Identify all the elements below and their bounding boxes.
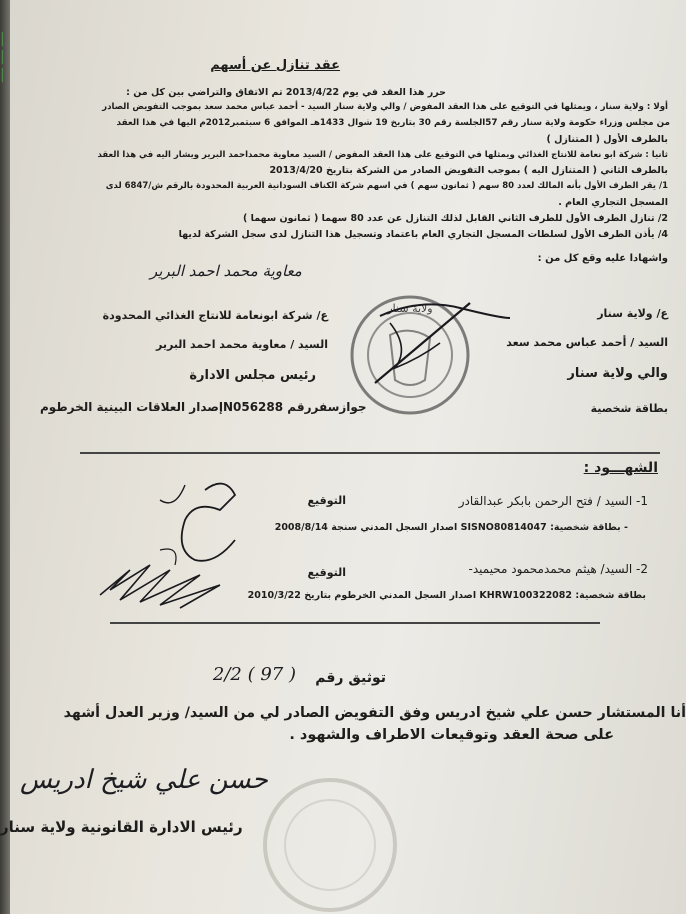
divider-bottom xyxy=(110,622,600,624)
witness-1-sign-label: التوقيع xyxy=(307,494,346,507)
governor-signature xyxy=(360,288,520,398)
witness-2-sign-label: التوقيع xyxy=(307,566,346,579)
party-one-line1: أولا : ولاية سنار ، ويمثلها في التوقيع على هذا العقد المفوض / والي ولاية سنار السيد - أحمد عباس محمد سعد بموجب التفويض الصادر xyxy=(102,102,668,112)
party-two-line1: ثانيا : شركة ابو نعامة للانتاج الغذائي ويمثلها في التوقيع على هذا العقد المفوض / السيد معاوية محمداحمد البرير ويشار اليه في هذا العقد xyxy=(97,150,668,160)
left-signatory-for: ع/ شركة ابونعامة للانتاج الغذائي المحدودة xyxy=(102,309,328,322)
intro-line: حرر هذا العقد في يوم 2013/4/22 تم الاتفاق والتراضي بين كل من : xyxy=(126,87,446,98)
witness-1-name: 1- السيد / فتح الرحمن بابكر عبدالقادر xyxy=(458,494,648,508)
green-tab-mark: | | | xyxy=(0,31,5,83)
party-two-line2: بالطرف الثاني ( المتنازل اليه ) بموجب التفويض الصادر من الشركة بتاريخ 2013/4/20 xyxy=(269,165,668,176)
clause-3: 4/ يأذن الطرف الأول لسلطات المسجل التجاري العام باعتماد وتسجيل هذا التنازل لدى سجل الشركة لديها xyxy=(178,229,668,240)
witness-1-id: - بطاقة شخصية: SISNO80814047 اصدار السجل المدني سنجة 2008/8/14 xyxy=(274,522,628,533)
right-signatory-for: ع/ ولاية سنار xyxy=(597,307,668,320)
attestor-handwritten-signature: حسن علي شيخ ادريس xyxy=(20,765,268,795)
attestor-title: رئيس الادارة القانونية ولاية سنار xyxy=(0,818,243,836)
right-signatory-name: السيد / أحمد عباس محمد سعد xyxy=(506,336,668,349)
attestation-number-value: ( 97 ) 2/2 xyxy=(212,664,296,685)
passport-label: جوازسفررقم xyxy=(287,400,367,414)
attestation-line2: على صحة العقد وتوقيعات الاطراف والشهود . xyxy=(289,727,614,743)
witnesses-heading: الشهـــود : xyxy=(583,460,658,476)
attestation-line1: أنا المستشار حسن علي شيخ ادريس وفق التفويض الصادر لي من السيد/ وزير العدل أشهد xyxy=(63,705,686,721)
witness-2-signature xyxy=(90,540,240,620)
witness-intro: واشهادا عليه وقع كل من : xyxy=(537,253,668,264)
party-one-line3: بالطرف الأول ( المتنازل ) xyxy=(546,134,668,145)
handwritten-name: معاوية محمد احمد البرير xyxy=(150,262,302,280)
left-signatory-title: رئيس مجلس الادارة xyxy=(189,368,316,383)
passport-line xyxy=(40,400,367,414)
passport-issue: إصدار العلاقات البينية الخرطوم xyxy=(40,400,223,414)
divider-top xyxy=(80,452,660,454)
page-edge-shadow xyxy=(0,0,10,914)
stamp-text: ولاية سنار xyxy=(387,302,433,315)
clause-1-line1: 1/ يقر الطرف الأول بأنه المالك لعدد 80 سهم ( ثمانون سهم ) في اسهم شركة الكناف السودانية العربية المحدودة بالرقم ش/6847 لدى xyxy=(105,181,668,191)
passport-number: N056288 xyxy=(222,400,284,414)
faint-stamp xyxy=(255,770,405,914)
witness-2-name: 2- السيد/ هيثم محمدمحمود محيميد- xyxy=(468,562,648,576)
clause-2: 2/ تنازل الطرف الأول للطرف الثاني القابل لذلك التنازل عن عدد 80 سهما ( ثمانون سهما ) xyxy=(243,213,668,224)
party-one-line2: من مجلس وزراء حكومة ولاية سنار رقم 57الجلسة رقم 30 بتاريخ 19 شوال 1433هـ الموافق 6 سبتمبر2012م اليها في هذا العقد xyxy=(116,118,670,128)
right-signatory-id: بطاقة شخصية xyxy=(590,402,668,415)
clause-1-line2: المسجل التجاري العام . xyxy=(558,197,668,208)
document-title: عقد تنازل عن أسهم xyxy=(210,58,340,73)
right-signatory-title: والي ولاية سنار xyxy=(567,366,668,381)
attestation-number-label: توثيق رقم xyxy=(315,670,386,686)
left-signatory-name: السيد / معاوية محمد احمد البرير xyxy=(156,338,328,351)
witness-2-id: بطاقة شخصية: KHRW100322082 اصدار السجل المدني الخرطوم بتاريخ 2010/3/22 xyxy=(247,590,646,601)
